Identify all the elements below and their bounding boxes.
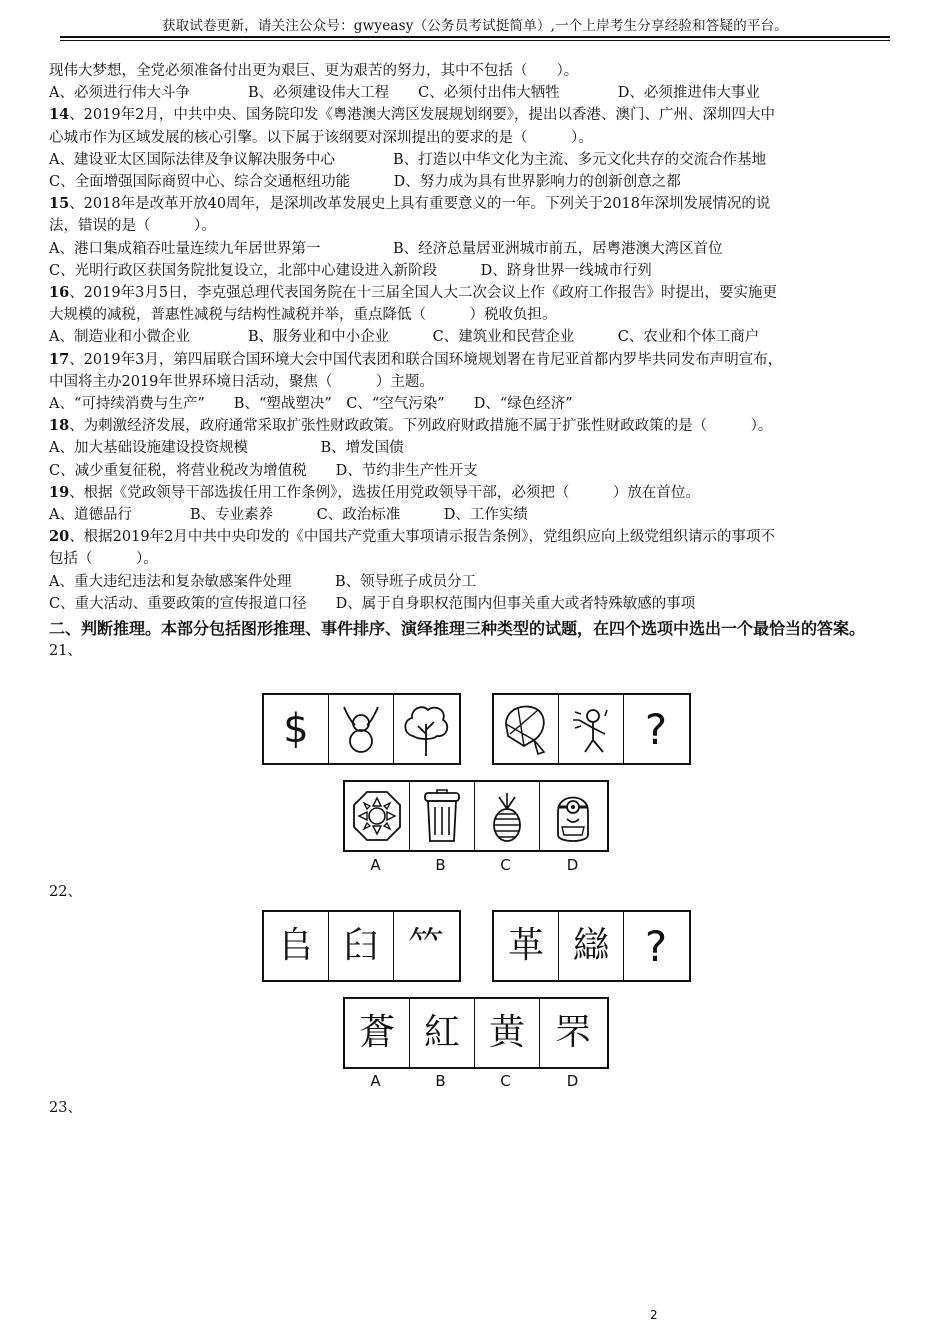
q21-label-a: A bbox=[370, 856, 381, 874]
q21-tree-cell bbox=[394, 695, 458, 763]
q22-seal-4-cell bbox=[494, 912, 559, 980]
seal-glyph: 黄 bbox=[488, 1012, 525, 1053]
q21-person-cell bbox=[329, 695, 394, 763]
q22-option-b-cell[interactable] bbox=[410, 999, 475, 1067]
q22-label-d: D bbox=[566, 1072, 579, 1090]
person-icon bbox=[336, 701, 386, 757]
answer-options: A、道德品行 B、专业素养 C、政治标准 D、工作实绩 bbox=[49, 507, 528, 524]
q22-row1-box bbox=[262, 910, 461, 982]
question-number: 16 bbox=[49, 284, 70, 302]
tree-icon bbox=[399, 700, 453, 758]
q21-dollar-glyph: $ bbox=[283, 706, 309, 752]
question-23-label: 23、 bbox=[49, 1100, 82, 1116]
answer-options: A、“可持续消费与生产” B、“塑战塑决” C、“空气污染” D、“绿色经济” bbox=[49, 396, 573, 413]
question-stem: 、根据2019年2月中共中央印发的《中国共产党重大事项请示报告条例》，党组织应向上级党组织请示的事项不 bbox=[69, 529, 776, 546]
octagon-icon bbox=[350, 788, 404, 844]
section-title: 二、判断推理。本部分包括图形推理、事件排序、演绎推理三种类型的试题，在四个选项中选出一个最恰当的答案。 bbox=[49, 619, 866, 639]
question-text-line: 中国将主办2019年世界环境日活动，聚焦（ ）主题。 bbox=[49, 373, 434, 390]
answer-options: C、光明行政区获国务院批复设立，北部中心建设进入新阶段 D、跻身世界一线城市行列 bbox=[49, 262, 652, 279]
question-19 bbox=[49, 482, 894, 504]
q21-option-b-cell[interactable] bbox=[410, 782, 475, 850]
trash-can-icon bbox=[415, 787, 469, 845]
question-text-line: 大规模的减税，普惠性减税与结构性减税并举，重点降低（ ）税收负担。 bbox=[49, 307, 557, 324]
question-number: 14 bbox=[49, 106, 70, 124]
q22-option-c-cell[interactable] bbox=[475, 999, 540, 1067]
q22-label-a: A bbox=[370, 1072, 381, 1090]
q21-option-a-cell[interactable] bbox=[345, 782, 410, 850]
question-stem: 、为刺激经济发展，政府通常采取扩张性财政政策。下列政府财政措施不属于扩张性财政政策的是（ ）。 bbox=[69, 418, 773, 435]
q21-label-c: C bbox=[500, 856, 511, 874]
q22-seal-3-cell bbox=[394, 912, 458, 980]
answer-options: C、重大活动、重要政策的宣传报道口径 D、属于自身职权范围内但事关重大或者特殊敏感的事项 bbox=[49, 595, 696, 612]
question-text-line: 包括（ ）。 bbox=[49, 551, 158, 568]
seal-glyph: 蒼 bbox=[358, 1012, 395, 1053]
question-15 bbox=[49, 193, 894, 215]
answer-options: A、制造业和小微企业 B、服务业和中小企业 C、建筑业和民营企业 C、农业和个体工商户 bbox=[49, 329, 760, 346]
answer-options: A、加大基础设施建设投资规模 B、增发国债 bbox=[49, 440, 404, 457]
header-rule-thick bbox=[60, 36, 890, 38]
question-stem: 、根据《党政领导干部选拔任用工作条例》，选拔任用党政领导干部，必须把（ ）放在首位。 bbox=[69, 484, 700, 501]
answer-options: A、建设亚太区国际法律及争议解决服务中心 B、打造以中华文化为主流、多元文化共存的交流合作基地 bbox=[49, 151, 767, 168]
header-rule-thin bbox=[60, 40, 890, 41]
seal-glyph: 𠂤 bbox=[277, 925, 314, 966]
question-text-line: 现伟大梦想，全党必须准备付出更为艰巨、更为艰苦的努力，其中不包括（ ）。 bbox=[49, 63, 579, 79]
question-number: 20 bbox=[49, 528, 70, 546]
question-stem: 、2019年3月5日，李克强总理代表国务院在十三届全国人大二次会议上作《政府工作报告》时提出，要实施更 bbox=[69, 285, 778, 302]
question-17 bbox=[49, 349, 894, 371]
page-header: 获取试卷更新，请关注公众号：gwyeasy（公务员考试挺简单）,一个上岸考生分享经验和答疑的平台。 bbox=[161, 18, 788, 34]
q21-option-d-cell[interactable] bbox=[540, 782, 606, 850]
q22-question-cell bbox=[624, 912, 688, 980]
seal-glyph: 䜌 bbox=[572, 925, 609, 966]
question-text bbox=[49, 60, 894, 662]
question-stem: 、2019年2月，中共中央、国务院印发《粤港澳大湾区发展规划纲要》，提出以香港、澳门、广州、深圳四大中 bbox=[69, 107, 776, 124]
minion-icon bbox=[546, 787, 600, 845]
q21-label-d: D bbox=[566, 856, 579, 874]
question-stem: 、2018年是改革开放40周年，是深圳改革发展史上具有重要意义的一年。下列关于2018年深圳发展情况的说 bbox=[69, 196, 771, 213]
q22-seal-2-cell bbox=[329, 912, 394, 980]
seal-glyph: 紅 bbox=[423, 1012, 460, 1053]
seal-glyph: 罘 bbox=[554, 1012, 591, 1053]
q21-option-c-cell[interactable] bbox=[475, 782, 540, 850]
answer-options: A、必须进行伟大斗争 B、必须建设伟大工程 C、必须付出伟大牺牲 D、必须推进伟大事业 bbox=[49, 85, 760, 102]
q21-question-cell bbox=[624, 695, 688, 763]
question-20 bbox=[49, 526, 894, 548]
q22-seal-5-cell bbox=[559, 912, 624, 980]
q21-row1-box bbox=[262, 693, 461, 765]
question-22-label: 22、 bbox=[49, 884, 82, 900]
q21-options-box bbox=[343, 780, 609, 852]
question-text-line: 法，错误的是（ ）。 bbox=[49, 218, 216, 235]
q22-label-c: C bbox=[500, 1072, 511, 1090]
answer-options: C、减少重复征税，将营业税改为增值税 D、节约非生产性开支 bbox=[49, 462, 478, 479]
answer-options: A、重大违纪违法和复杂敏感案件处理 B、领导班子成员分工 bbox=[49, 573, 477, 590]
q21-dollar-cell bbox=[264, 695, 329, 763]
q21-dancer-cell bbox=[559, 695, 624, 763]
q22-options-box bbox=[343, 997, 609, 1069]
pineapple-icon bbox=[480, 787, 534, 845]
question-stem: 、2019年3月，第四届联合国环境大会中国代表团和联合国环境规划署在肯尼亚首都内罗毕共同发布声明宣布， bbox=[69, 351, 783, 368]
question-number: 19 bbox=[49, 483, 70, 501]
kite-icon bbox=[500, 700, 552, 758]
q22-option-d-cell[interactable] bbox=[540, 999, 606, 1067]
q21-row1b-box bbox=[492, 693, 691, 765]
question-number: 18 bbox=[49, 417, 70, 435]
question-mark: ? bbox=[644, 704, 668, 754]
question-number: 17 bbox=[49, 350, 70, 368]
question-21-label: 21、 bbox=[49, 643, 82, 660]
question-18 bbox=[49, 415, 894, 437]
page-number: 2 bbox=[650, 1308, 658, 1322]
q21-label-b: B bbox=[435, 856, 446, 874]
q22-option-a-cell[interactable] bbox=[345, 999, 410, 1067]
question-mark: ? bbox=[644, 921, 668, 971]
q21-lantern-cell bbox=[494, 695, 559, 763]
q22-row1b-box bbox=[492, 910, 691, 982]
dancer-icon bbox=[565, 700, 617, 758]
answer-options: A、港口集成箱吞吐量连续九年居世界第一 B、经济总量居亚洲城市前五，居粤港澳大湾区首位 bbox=[49, 240, 723, 257]
question-number: 15 bbox=[49, 195, 70, 213]
question-14 bbox=[49, 104, 894, 126]
seal-glyph: 𦥑 bbox=[342, 925, 379, 966]
question-16 bbox=[49, 282, 894, 304]
q22-label-b: B bbox=[435, 1072, 446, 1090]
seal-glyph: 𥫗 bbox=[407, 925, 444, 966]
seal-glyph: 革 bbox=[507, 925, 544, 966]
answer-options: C、全面增强国际商贸中心、综合交通枢纽功能 D、努力成为具有世界影响力的创新创意之都 bbox=[49, 174, 681, 191]
question-text-line: 心城市作为区域发展的核心引擎。以下属于该纲要对深圳提出的要求的是（ ）。 bbox=[49, 129, 593, 146]
q22-seal-1-cell bbox=[264, 912, 329, 980]
